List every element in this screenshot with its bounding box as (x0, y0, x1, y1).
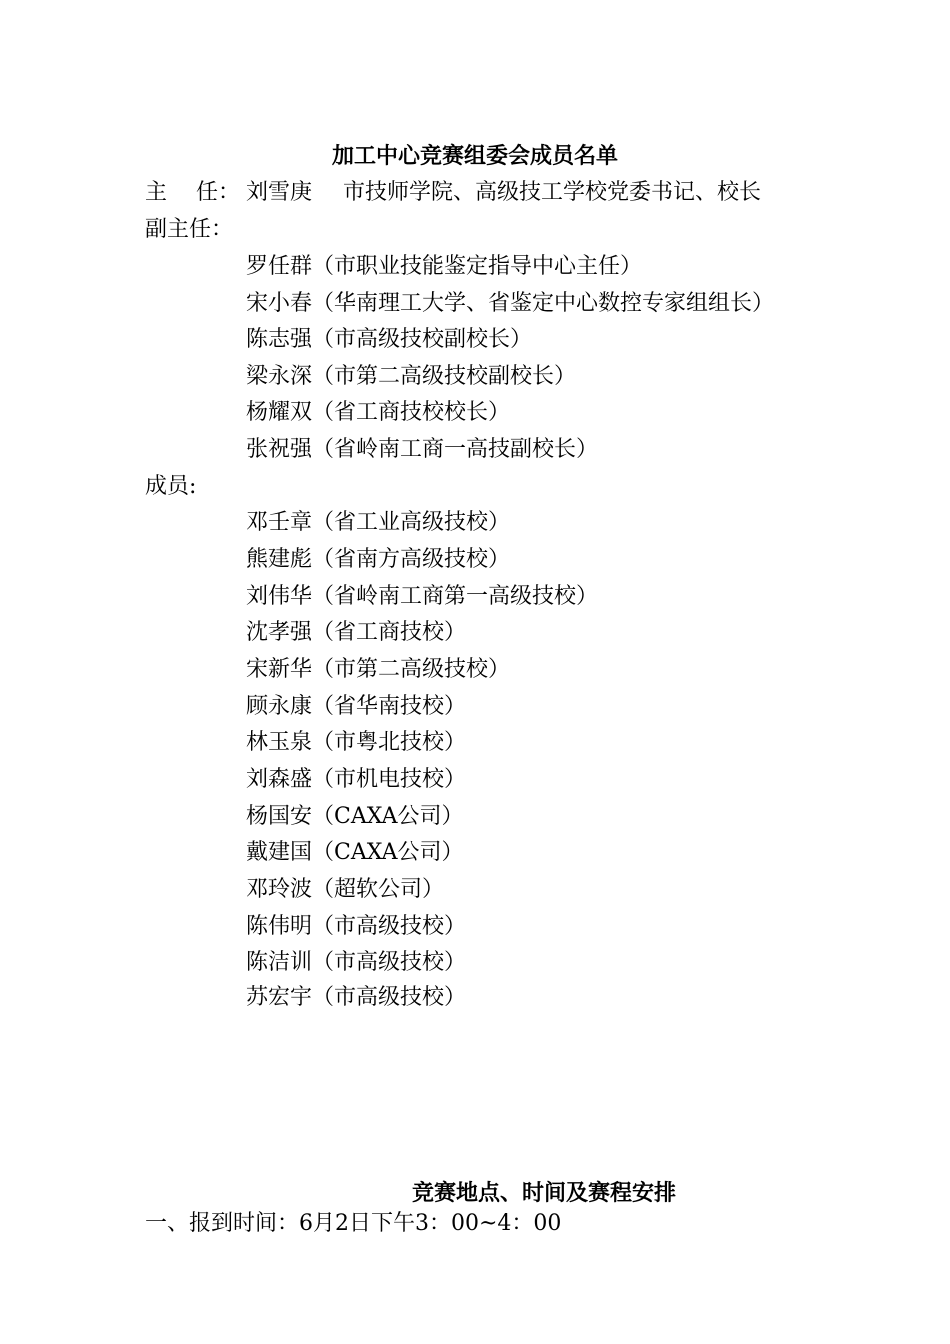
members-label: 成员: (145, 474, 197, 499)
chair-title: 市技师学院、高级技工学校党委书记、校长 (343, 180, 762, 205)
member-item: 沈孝强（省工商技校） (246, 620, 467, 645)
vice-chair-item: 陈志强（市高级技校副校长） (246, 327, 533, 352)
schedule-item-registration: 一、报到时间：6月2日下午3：00~4：00 (145, 1211, 562, 1236)
committee-title: 加工中心竞赛组委会成员名单 (331, 143, 618, 169)
vice-chairs-label: 副主任： (145, 217, 234, 242)
member-item: 刘伟华（省岭南工商第一高级技校） (246, 584, 599, 609)
chair-row (145, 178, 761, 208)
vice-chair-item: 罗任群（市职业技能鉴定指导中心主任） (246, 254, 643, 279)
member-item: 邓壬章（省工业高级技校） (246, 510, 511, 535)
member-item: 顾永康（省华南技校） (246, 694, 467, 719)
member-item: 邓玲波（超软公司） (246, 877, 445, 902)
vice-chair-item: 张祝强（省岭南工商一高技副校长） (246, 437, 599, 462)
member-item: 陈洁训（市高级技校） (246, 950, 467, 975)
member-item: 陈伟明（市高级技校） (246, 914, 467, 939)
schedule-title: 竞赛地点、时间及赛程安排 (411, 1180, 676, 1206)
member-item: 苏宏宇（市高级技校） (246, 985, 467, 1010)
member-item: 戴建国（CAXA公司） (246, 840, 464, 865)
member-item: 熊建彪（省南方高级技校） (246, 547, 511, 572)
member-item: 刘森盛（市机电技校） (246, 767, 467, 792)
member-item: 林玉泉（市粤北技校） (246, 730, 467, 755)
vice-chair-item: 杨耀双（省工商技校校长） (246, 400, 511, 425)
vice-chair-item: 宋小春（华南理工大学、省鉴定中心数控专家组组长） (246, 291, 775, 316)
vice-chair-item: 梁永深（市第二高级技校副校长） (246, 364, 577, 389)
chair-name: 刘雪庚 (246, 180, 313, 205)
chair-label: 主 任： (145, 180, 240, 205)
member-item: 宋新华（市第二高级技校） (246, 657, 511, 682)
member-item: 杨国安（CAXA公司） (246, 804, 464, 829)
